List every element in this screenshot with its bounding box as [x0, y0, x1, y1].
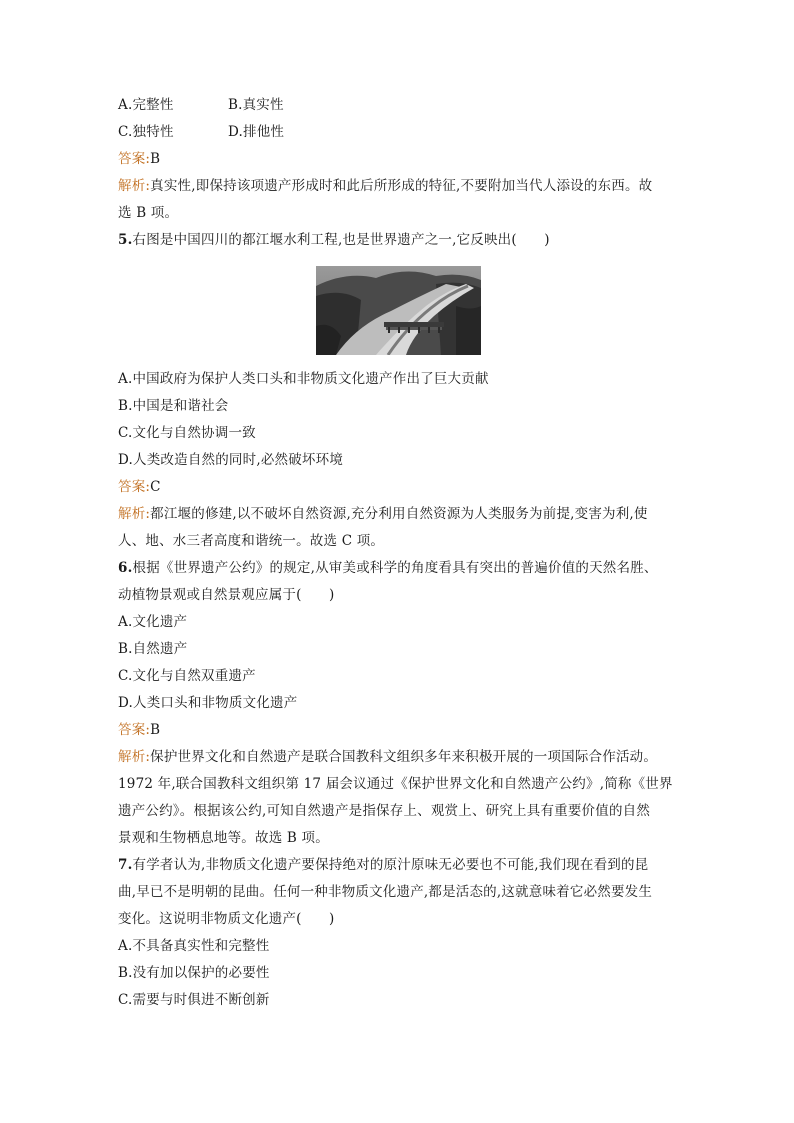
q7-stem-line-1 — [118, 852, 678, 879]
question-stem: 根据《世界遗产公约》的规定,从审美或科学的角度看具有突出的普遍价值的天然名胜、 — [132, 560, 658, 576]
q6-option-a: A.文化遗产 — [118, 614, 188, 630]
question-number: 5. — [118, 232, 133, 248]
q5-option-d: D.人类改造自然的同时,必然破坏环境 — [118, 452, 344, 468]
dujiangyan-photo-container — [118, 258, 678, 362]
q6-answer — [118, 717, 678, 744]
q4-option-b: B.真实性 — [228, 97, 284, 113]
q5-analysis-line-2: 人、地、水三者高度和谐统一。故选 C 项。 — [118, 533, 385, 549]
q4-answer — [118, 146, 678, 173]
q5-analysis-line-1 — [118, 501, 678, 528]
q6-analysis-line-1 — [118, 744, 678, 771]
q6-analysis-line-2: 1972 年,联合国教科文组织第 17 届会议通过《保护世界文化和自然遗产公约》,简称《世界 — [118, 776, 673, 792]
q4-analysis-line-2: 选 B 项。 — [118, 205, 179, 221]
q5-stem — [118, 227, 678, 254]
q7-option-b: B.没有加以保护的必要性 — [118, 965, 270, 981]
analysis-label: 解析: — [118, 506, 151, 522]
q6-option-b: B.自然遗产 — [118, 641, 188, 657]
answer-value: B — [150, 151, 161, 167]
q6-option-c: C.文化与自然双重遗产 — [118, 668, 256, 684]
answer-label: 答案: — [118, 722, 151, 738]
q7-stem-line-2: 曲,早已不是明朝的昆曲。任何一种非物质文化遗产,都是活态的,这就意味着它必然要发生 — [118, 884, 653, 900]
q6-stem-line-2: 动植物景观或自然景观应属于( ) — [118, 587, 335, 603]
q4-option-a: A.完整性 — [118, 97, 174, 113]
q7-option-c: C.需要与时俱进不断创新 — [118, 992, 270, 1008]
q5-answer — [118, 474, 678, 501]
answer-label: 答案: — [118, 479, 151, 495]
analysis-text: 保护世界文化和自然遗产是联合国教科文组织多年来积极开展的一项国际合作活动。 — [150, 749, 658, 765]
q4-analysis-line-1 — [118, 173, 678, 200]
answer-value: C — [150, 479, 161, 495]
q4-option-d: D.排他性 — [228, 124, 285, 140]
q4-option-c: C.独特性 — [118, 124, 174, 140]
question-stem: 有学者认为,非物质文化遗产要保持绝对的原汁原味无必要也不可能,我们现在看到的昆 — [132, 857, 649, 873]
question-stem: 右图是中国四川的都江堰水利工程,也是世界遗产之一,它反映出( ) — [132, 232, 550, 248]
analysis-label: 解析: — [118, 749, 151, 765]
question-number: 6. — [118, 560, 133, 576]
answer-label: 答案: — [118, 151, 151, 167]
q6-analysis-line-4: 景观和生物栖息地等。故选 B 项。 — [118, 830, 329, 846]
question-number: 7. — [118, 857, 133, 873]
document-page — [118, 92, 678, 1014]
q5-option-a: A.中国政府为保护人类口头和非物质文化遗产作出了巨大贡献 — [118, 371, 489, 387]
dujiangyan-photo — [316, 266, 481, 355]
q6-option-d: D.人类口头和非物质文化遗产 — [118, 695, 298, 711]
q4-options-row-2 — [118, 119, 678, 146]
q5-option-c: C.文化与自然协调一致 — [118, 425, 256, 441]
analysis-label: 解析: — [118, 178, 151, 194]
q6-stem-line-1 — [118, 555, 678, 582]
q6-analysis-line-3: 遗产公约》。根据该公约,可知自然遗产是指保存上、观赏上、研究上具有重要价值的自然 — [118, 803, 651, 819]
q4-options-row-1 — [118, 92, 678, 119]
q5-option-b: B.中国是和谐社会 — [118, 398, 229, 414]
q7-option-a: A.不具备真实性和完整性 — [118, 938, 270, 954]
answer-value: B — [150, 722, 161, 738]
analysis-text: 都江堰的修建,以不破坏自然资源,充分利用自然资源为人类服务为前提,变害为利,使 — [150, 506, 648, 522]
analysis-text: 真实性,即保持该项遗产形成时和此后所形成的特征,不要附加当代人添设的东西。故 — [150, 178, 653, 194]
q7-stem-line-3: 变化。这说明非物质文化遗产( ) — [118, 911, 335, 927]
